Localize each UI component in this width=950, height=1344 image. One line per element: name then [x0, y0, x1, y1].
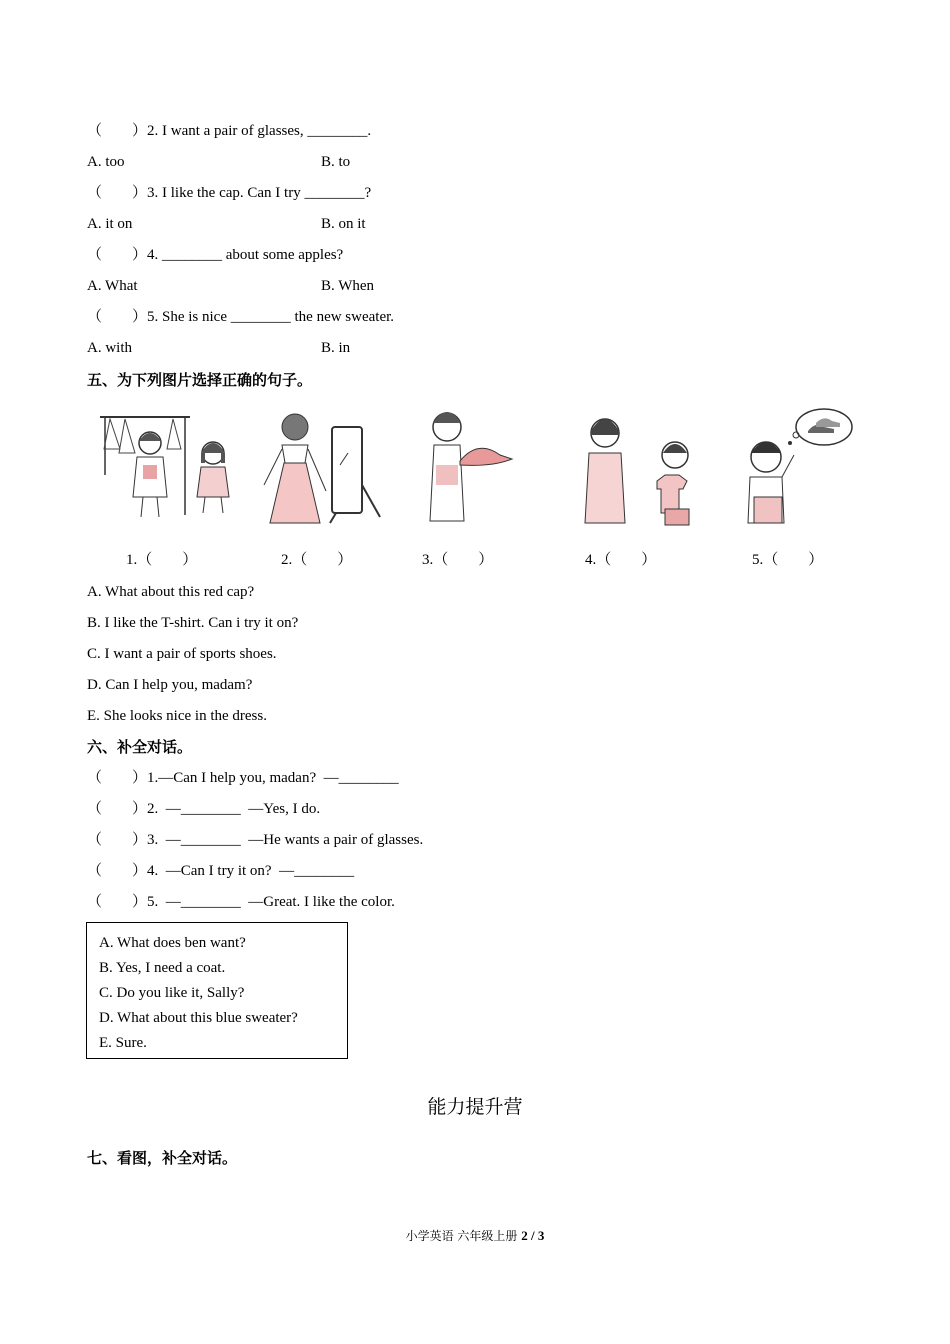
footer-subject: 小学英语 六年级上册	[405, 1229, 518, 1243]
picture-label-2: 2.（ ）	[281, 552, 353, 568]
picture-label-1: 1.（ ）	[126, 552, 198, 568]
option-b: B. on it	[321, 216, 366, 232]
box-option-c: C. Do you like it, Sally?	[99, 985, 245, 1001]
option-a: A. it on	[87, 216, 133, 232]
picture-5-sports-shoes	[732, 405, 867, 530]
question-5: （ ）5. She is nice ________ the new sweater.	[87, 309, 395, 325]
box-option-b: B. Yes, I need a coat.	[99, 960, 226, 976]
section-title: 能力提升营	[427, 1096, 523, 1118]
option-a: A. with	[87, 340, 132, 356]
option-a: A. too	[87, 154, 125, 170]
sentence-option-e: E. She looks nice in the dress.	[87, 708, 267, 724]
dialogue-item-2: （ ）2. —________ —Yes, I do.	[87, 801, 321, 817]
picture-label-5: 5.（ ）	[752, 552, 824, 568]
picture-4-tshirt	[577, 405, 717, 530]
picture-label-3: 3.（ ）	[422, 552, 494, 568]
dialogue-item-3: （ ）3. —________ —He wants a pair of glasses.	[87, 832, 424, 848]
box-option-d: D. What about this blue sweater?	[99, 1010, 298, 1026]
dialogue-item-1: （ ）1.—Can I help you, madan? —________	[87, 770, 399, 786]
box-option-a: A. What does ben want?	[99, 935, 246, 951]
picture-2-dress-mirror	[250, 405, 390, 530]
picture-1-shop	[95, 405, 245, 525]
answer-options-box	[86, 922, 348, 1059]
option-a: A. What	[87, 278, 138, 294]
section-6-heading: 六、补全对话。	[87, 738, 193, 756]
page-number: 2 / 3	[521, 1228, 545, 1243]
dialogue-item-4: （ ）4. —Can I try it on? —________	[87, 863, 355, 879]
option-b: B. to	[321, 154, 351, 170]
picture-strip	[87, 405, 867, 540]
picture-label-4: 4.（ ）	[585, 552, 657, 568]
sentence-option-b: B. I like the T-shirt. Can i try it on?	[87, 615, 299, 631]
question-2: （ ）2. I want a pair of glasses, ________.	[87, 123, 372, 139]
section-5-heading: 五、为下列图片选择正确的句子。	[87, 371, 313, 389]
question-4: （ ）4. ________ about some apples?	[87, 247, 344, 263]
section-7-heading: 七、看图，补全对话。	[87, 1149, 238, 1167]
sentence-option-c: C. I want a pair of sports shoes.	[87, 646, 277, 662]
box-option-e: E. Sure.	[99, 1035, 147, 1051]
option-b: B. in	[321, 340, 351, 356]
dialogue-item-5: （ ）5. —________ —Great. I like the color.	[87, 894, 395, 910]
sentence-option-d: D. Can I help you, madam?	[87, 677, 253, 693]
sentence-option-a: A. What about this red cap?	[87, 584, 255, 600]
page-footer	[0, 1227, 950, 1244]
question-3: （ ）3. I like the cap. Can I try ________?	[87, 185, 372, 201]
picture-3-red-cap	[412, 405, 522, 525]
option-b: B. When	[321, 278, 375, 294]
